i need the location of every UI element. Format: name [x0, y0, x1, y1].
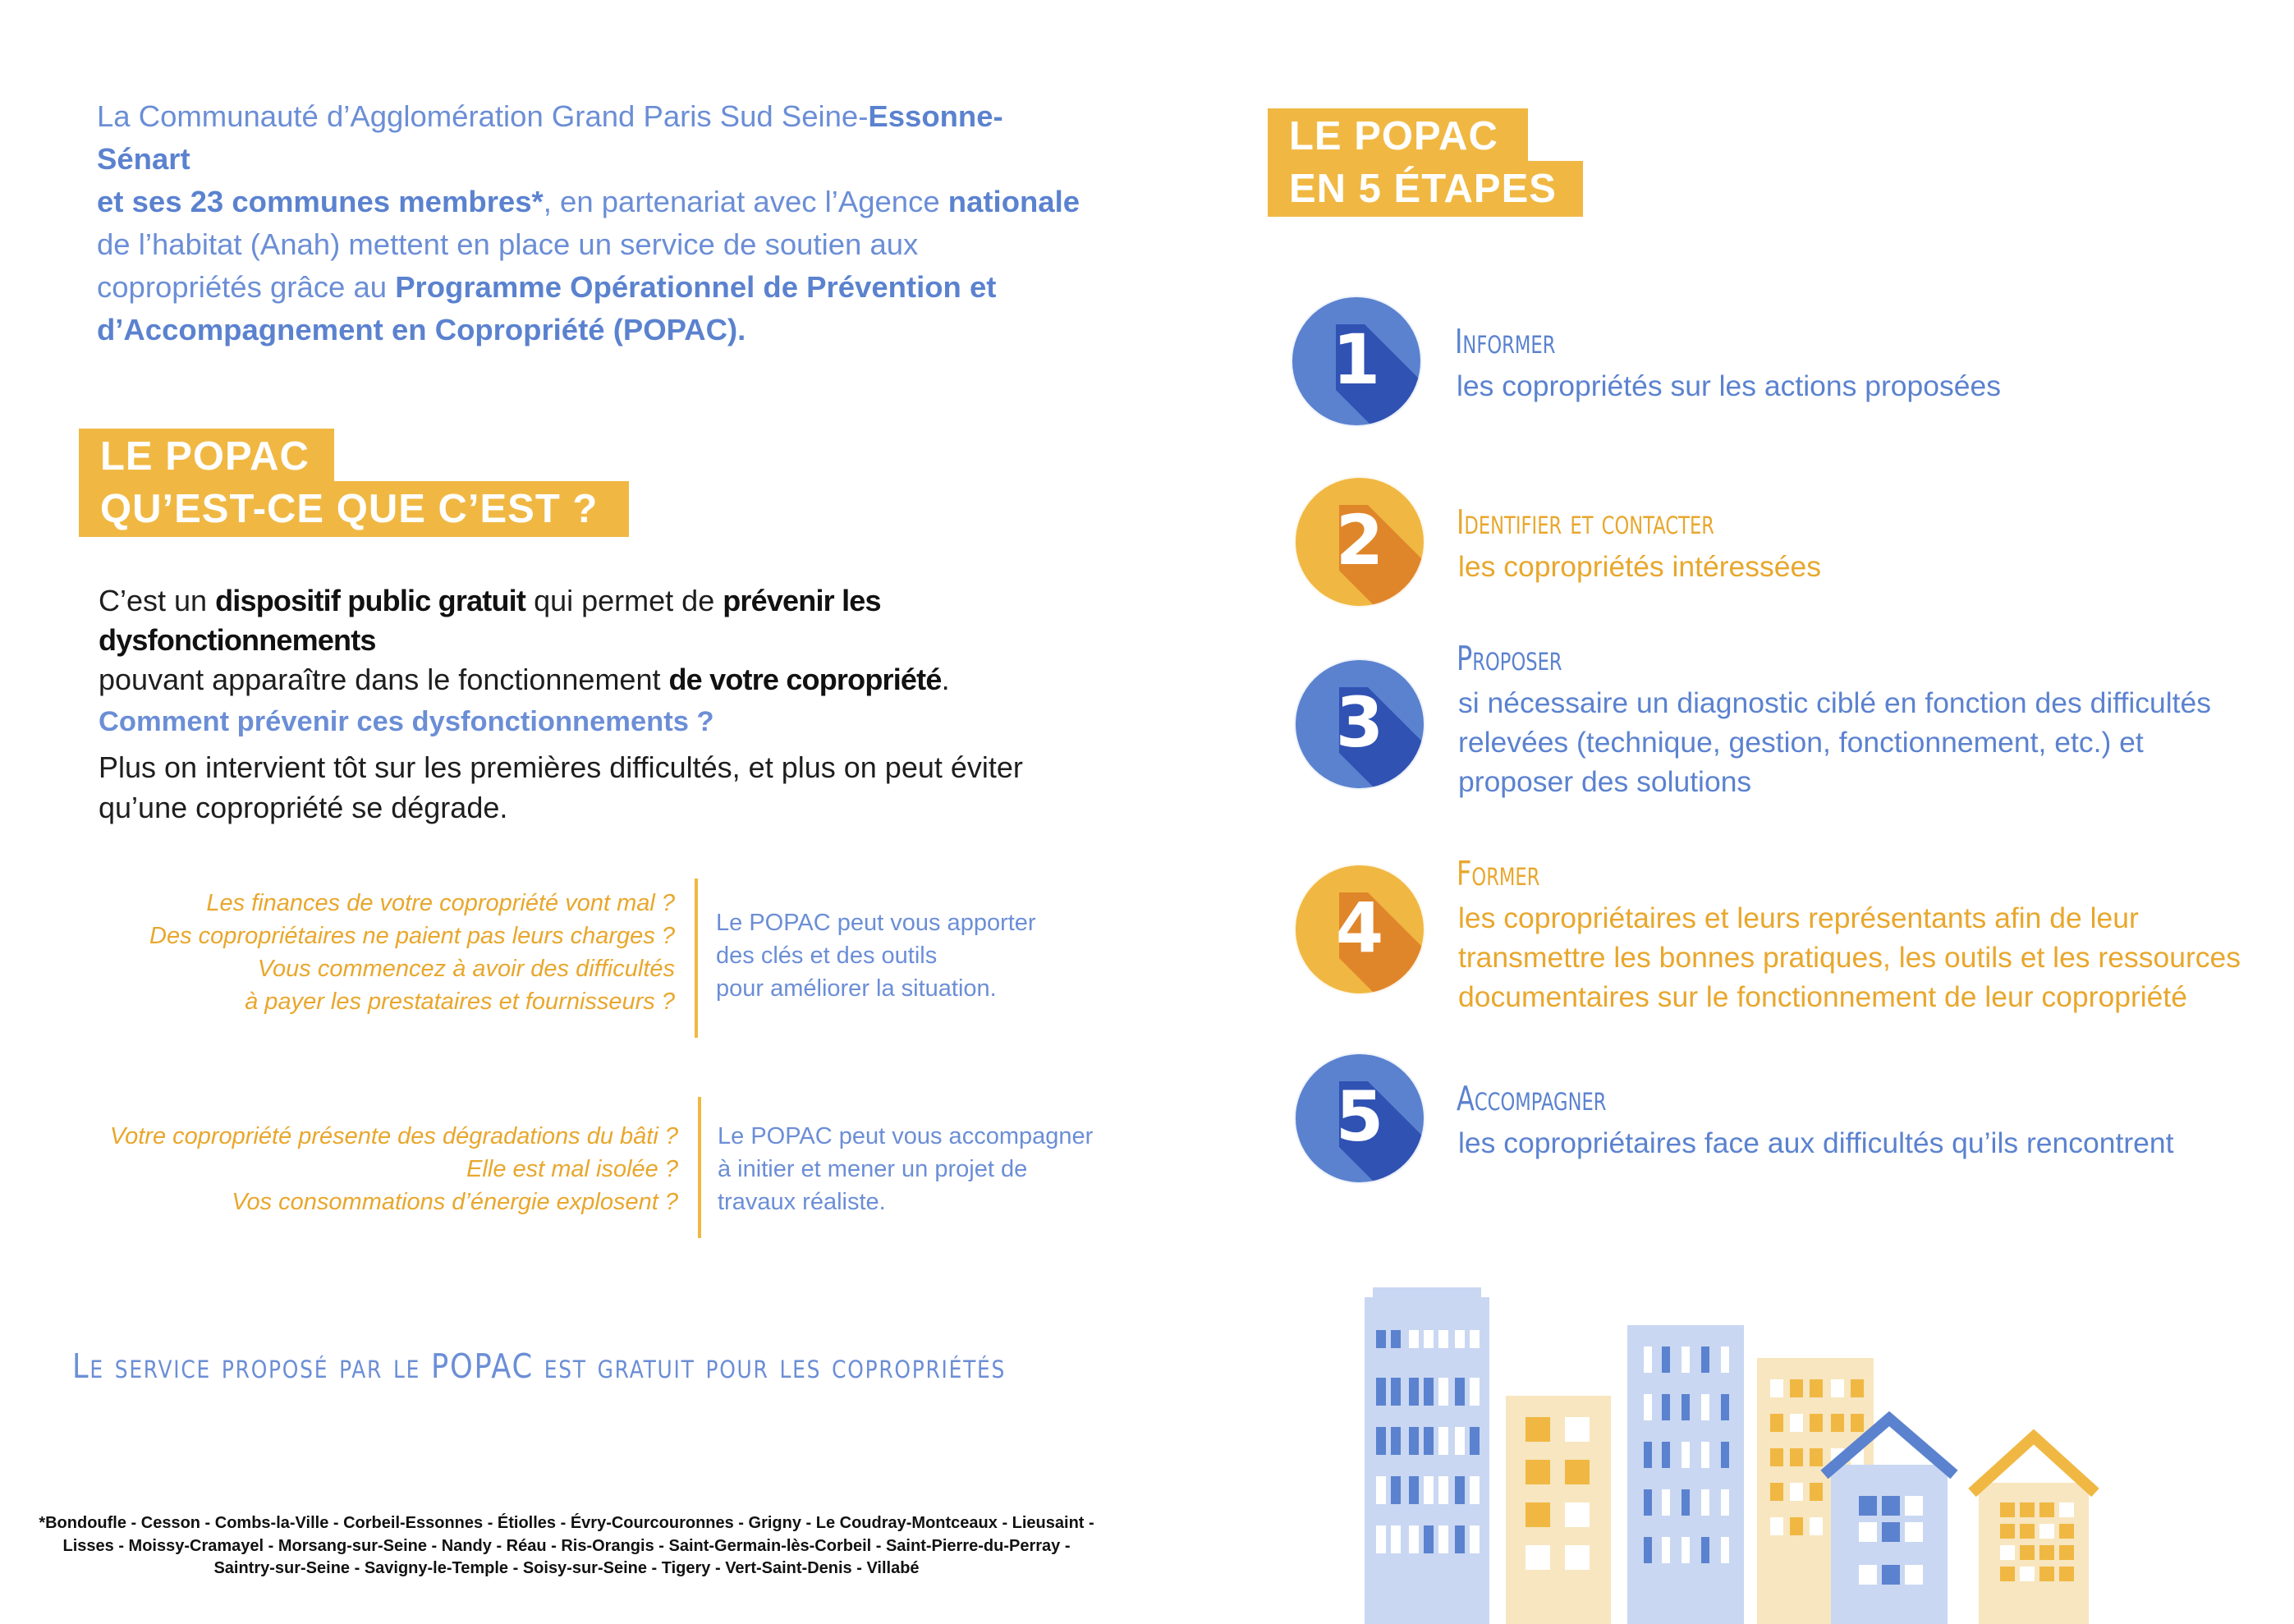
free-service-banner: Le service proposé par le POPAC est gratuit pour les copropriétés — [72, 1346, 1007, 1386]
step-3-number-badge — [1290, 654, 1429, 794]
box1-questions: Les finances de votre copropriété vont mal ? Des copropriétaires ne paient pas leurs charges ? Vous commencez à avoir des difficultés à payer les prestataires et fournisseurs ? — [149, 890, 675, 1015]
heading-five-steps — [1268, 108, 1583, 217]
building-yellow-1 — [1506, 1396, 1611, 1624]
step-5-description — [1458, 1123, 2174, 1163]
step-2-description — [1458, 547, 1821, 586]
step-description-line: les copropriétés sur les actions proposées — [1457, 369, 2002, 402]
step-2-number-badge — [1290, 472, 1429, 612]
step-4-description — [1458, 898, 2241, 1016]
step-5-number-badge — [1290, 1048, 1429, 1188]
step-5-title: Accompagner — [1457, 1079, 1607, 1118]
step-number: 2 — [1335, 500, 1384, 580]
house-blue-windows — [1859, 1496, 1923, 1585]
step-description-line: les copropriétaires face aux difficultés qu’ils rencontrent — [1458, 1126, 2174, 1159]
heading-line-1: LE POPAC — [1268, 108, 1528, 164]
question-title: Comment prévenir ces dysfonctionnements ? — [99, 706, 714, 737]
heading-line-2: EN 5 ÉTAPES — [1268, 161, 1583, 217]
step-description-line: proposer des solutions — [1458, 765, 1752, 798]
step-2-title: Identifier et contacter — [1457, 502, 1714, 542]
member-communes-footnote: *Bondoufle - Cesson - Combs-la-Ville - Corbeil-Essonnes - Étiolles - Évry-Courcouronnes - Grigny - Le Coudray-Montceaux - Lieusaint - Lisses - Moissy-Cramayel - Morsang-sur-Seine - Nandy - Réau - Ris-Orangis - Saint-Germain-lès-Corbeil - Saint-Pierre-du-Perray - Saintry-sur-Seine - Savigny-le-Temple - Soisy-sur-Seine - Tigery - Vert-Saint-Denis - Villabé — [39, 1514, 1094, 1577]
step-description-line: si nécessaire un diagnostic ciblé en fonction des difficultés — [1458, 686, 2211, 719]
box2-divider — [698, 1097, 701, 1238]
step-number: 1 — [1332, 319, 1381, 400]
step-1-number-badge — [1287, 291, 1426, 431]
step-3-title: Proposer — [1457, 639, 1562, 678]
step-1-description — [1457, 366, 2001, 406]
heading-what-is-popac — [79, 429, 629, 537]
box2-questions: Votre copropriété présente des dégradations du bâti ? Elle est mal isolée ? Vos consommations d’énergie explosent ? — [109, 1123, 678, 1215]
box1-answer: Le POPAC peut vous apporter des clés et des outils pour améliorer la situation. — [716, 910, 1036, 1002]
definition-text: C’est un dispositif public gratuit qui permet de prévenir les dysfonctionnements pouvant apparaître dans le fonctionnement de votre copropriété. — [99, 584, 950, 696]
heading-line-2: QU’EST-CE QUE C’EST ? — [79, 481, 629, 537]
house-blue — [1831, 1465, 1948, 1624]
step-description-line: les copropriétaires et leurs représentants afin de leur — [1458, 901, 2139, 934]
step-description-line: documentaires sur le fonctionnement de leur copropriété — [1458, 980, 2188, 1013]
step-description-line: les copropriétés intéressées — [1458, 550, 1821, 583]
step-description-line: transmettre les bonnes pratiques, les outils et les ressources — [1458, 941, 2241, 974]
step-number: 5 — [1335, 1076, 1384, 1157]
step-number: 3 — [1335, 682, 1384, 763]
step-4-title: Former — [1457, 854, 1540, 893]
step-description-line: relevées (technique, gestion, fonctionnement, etc.) et — [1458, 726, 2144, 759]
city-buildings-illustration — [1347, 1281, 2151, 1624]
box1-divider — [695, 879, 698, 1038]
step-3-description — [1458, 683, 2211, 801]
box2-answer: Le POPAC peut vous accompagner à initier et mener un projet de travaux réaliste. — [718, 1123, 1094, 1215]
heading-line-1: LE POPAC — [79, 429, 334, 484]
question-text: Plus on intervient tôt sur les premières difficultés, et plus on peut éviter qu’une copropriété se dégrade. — [99, 750, 1023, 824]
step-4-number-badge — [1290, 860, 1429, 999]
intro-paragraph: La Communauté d’Agglomération Grand Paris Sud Seine-Essonne-Sénart et ses 23 communes membres*, en partenariat avec l’Agence nationale de l’habitat (Anah) mettent en place un service de soutien aux copropriétés grâce au Programme Opérationnel de Prévention et d’Accompagnement en Copropriété (POPAC). — [97, 99, 1080, 346]
step-number: 4 — [1335, 888, 1384, 968]
step-1-title: Informer — [1455, 322, 1556, 361]
